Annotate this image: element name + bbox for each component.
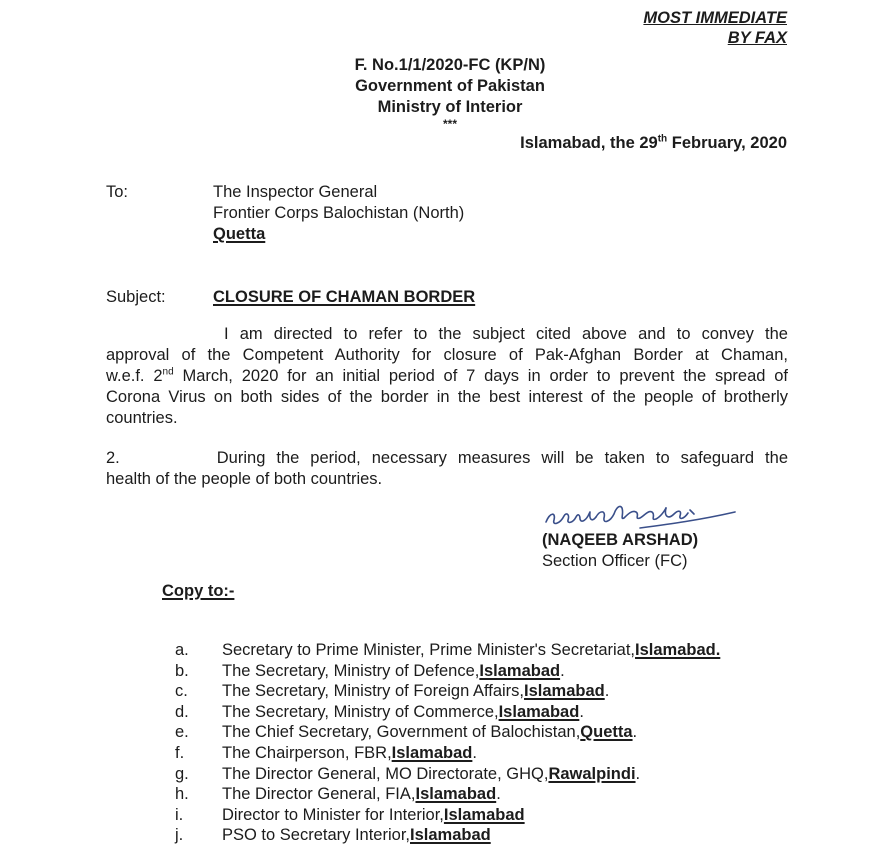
list-item-text: The Secretary, Ministry of Foreign Affairs, [222,682,524,701]
list-item-tail: . [496,785,501,804]
recipient-city: Quetta [213,225,266,243]
list-item-place: Islamabad [443,805,525,824]
list-item [175,702,720,723]
signatory-title: Section Officer (FC) [542,552,688,570]
recipient-line-1: The Inspector General [213,183,378,201]
list-item-letter: a. [175,641,189,659]
subject-text: CLOSURE OF CHAMAN BORDER [213,288,476,306]
ministry-name: Ministry of Interior [377,98,523,116]
list-item [175,661,720,682]
list-item-letter: i. [175,805,184,824]
list-item-place: Islamabad [498,702,580,721]
letter-heading [300,55,600,130]
paragraph-2 [106,448,788,490]
paragraph-1-text: March, 2020 for an initial period of 7 days in order to prevent the spread of [173,367,788,385]
list-item-tail: . [472,743,477,762]
list-item [175,805,720,826]
government-name: Government of Pakistan [355,77,545,95]
recipient-line-2: Frontier Corps Balochistan (North) [213,204,465,222]
priority-line-by-fax: BY FAX [727,29,787,47]
paragraph-1 [106,324,788,429]
list-item [175,764,720,785]
list-item-text: The Director General, FIA, [222,785,416,804]
date-text: w.e.f. 2 [106,367,163,385]
subject-label: Subject: [106,288,166,306]
list-item-text: Secretary to Prime Minister, Prime Minister's Secretariat, [222,641,636,659]
letter-date [520,133,787,154]
list-item-tail: . [604,682,610,701]
paragraph-1-line: Corona Virus on both sides of the border in the best interest of the people of brotherly [106,388,788,406]
list-item-letter: c. [175,682,188,701]
list-item-tail: . [632,723,638,742]
priority-marking [643,8,787,48]
list-item-place: Islamabad [479,661,561,680]
paragraph-2-line [106,448,788,469]
list-item [175,722,720,743]
paragraph-1-line [106,366,788,387]
recipient-address [213,182,464,245]
paragraph-number: 2. [106,449,120,467]
list-item-text: PSO to Secretary Interior, [222,826,410,845]
list-item-tail: . [579,702,584,721]
paragraph-1-line: countries. [106,409,178,427]
list-item-letter: d. [175,702,189,721]
list-item-place: Islamabad [410,826,491,845]
list-item-letter: h. [175,785,189,804]
list-item-text: The Secretary, Ministry of Commerce, [222,702,499,721]
list-item-letter: b. [175,661,189,680]
list-item-text: Director to Minister for Interior, [222,805,444,824]
list-item-place: Islamabad [524,682,605,701]
date-superscript: th [657,133,668,145]
paragraph-1-line: I am directed to refer to the subject cited above and to convey the [224,325,788,343]
list-item-letter: g. [175,764,189,783]
list-item [175,640,720,661]
list-item-place: Islamabad [391,743,473,762]
copy-to-list [175,640,720,846]
list-item-tail: . [560,661,565,680]
date-superscript: nd [162,366,174,378]
signatory-name: (NAQEEB ARSHAD) [542,531,699,549]
paragraph-1-line: approval of the Competent Authority for closure of Pak-Afghan Border at Chaman, [106,346,788,364]
list-item-letter: j. [175,826,184,845]
handwritten-signature [540,498,750,532]
list-item-letter: f. [175,743,185,762]
list-item-tail: . [635,764,641,783]
copy-to-label: Copy to:- [162,582,235,600]
list-item-text: The Chief Secretary, Government of Balochistan, [222,723,581,742]
list-item-letter: e. [175,723,189,742]
list-item-place: Islamabad [415,785,497,804]
list-item-text: The Chairperson, FBR, [222,743,392,762]
to-label: To: [106,183,129,201]
list-item [175,743,720,764]
list-item [175,681,720,702]
list-item-text: The Secretary, Ministry of Defence, [222,661,480,680]
paragraph-2-line: health of the people of both countries. [106,470,383,488]
file-number: F. No.1/1/2020-FC (KP/N) [354,56,546,74]
list-item-place: Islamabad. [635,641,721,659]
list-item-text: The Director General, MO Directorate, GHQ, [222,764,549,783]
heading-stars: *** [442,117,457,131]
priority-line-most-immediate: MOST IMMEDIATE [643,9,787,27]
signatory [542,530,698,572]
date-suffix: February, 2020 [667,134,787,152]
list-item-place: Rawalpindi [548,764,636,783]
list-item [175,825,720,846]
paragraph-2-text: During the period, necessary measures will be taken to safeguard the [216,449,788,467]
list-item [175,784,720,805]
date-prefix: Islamabad, the 29 [520,134,658,152]
list-item-place: Quetta [580,723,633,742]
